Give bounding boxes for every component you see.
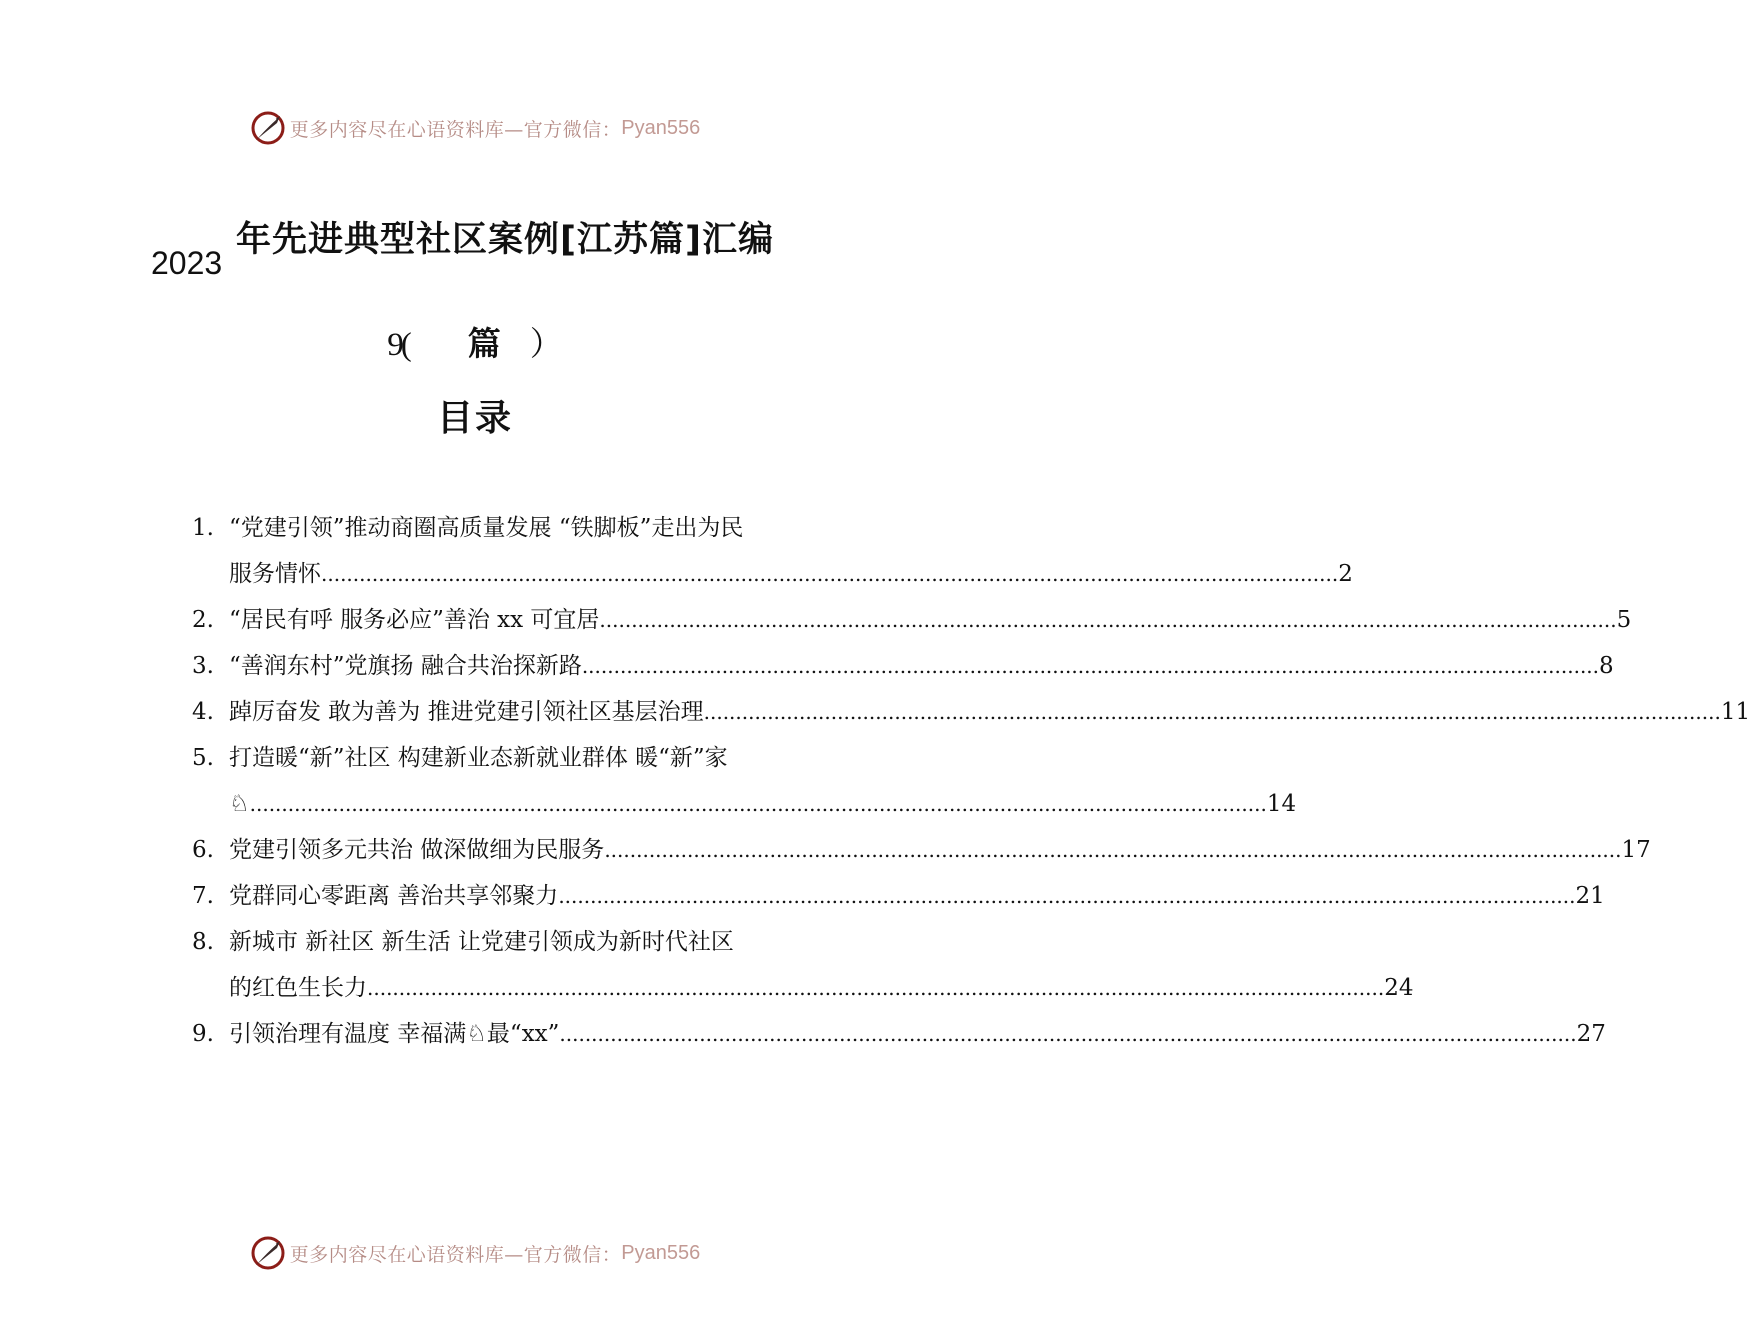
toc-entry-title: 党群同心零距离 善治共享邻聚力 <box>229 883 559 909</box>
table-of-contents <box>192 505 1750 1057</box>
toc-entry-number: 6. <box>192 837 214 863</box>
toc-entry-title: “党建引领”推动商圈高质量发展 “铁脚板”走出为民 <box>229 515 744 541</box>
toc-entry-page: 8 <box>1599 653 1614 679</box>
toc-entry-page: 14 <box>1266 791 1297 817</box>
toc-entry-number: 5. <box>192 745 214 771</box>
toc-entry-9[interactable] <box>192 1011 1606 1057</box>
dot-leader <box>604 827 1621 873</box>
toc-entry-6[interactable] <box>192 827 1651 873</box>
watermark-banner-bottom <box>0 1233 950 1273</box>
toc-entry-title-cont: 的红色生长力 <box>229 975 367 1001</box>
watermark-banner-top <box>0 108 950 148</box>
toc-entry-page: 17 <box>1621 837 1651 863</box>
toc-entry-number: 3. <box>192 653 214 679</box>
title-main: 年先进典型社区案例[江苏篇]汇编 <box>236 220 774 260</box>
toc-heading: 目录 <box>436 398 513 439</box>
watermark-wechat-id: Pyan556 <box>621 1241 701 1264</box>
toc-entry-title-cont: 服务情怀 <box>229 561 321 587</box>
toc-entry-title: 打造暖“新”社区 构建新业态新就业群体 暖“新”家 <box>229 745 728 771</box>
title-count-close: ） <box>529 324 563 363</box>
toc-entry-3[interactable] <box>192 643 1614 689</box>
dot-leader <box>599 597 1616 643</box>
toc-entry-5[interactable] <box>192 735 1297 827</box>
quill-logo-icon <box>250 1235 286 1271</box>
toc-entry-number: 4. <box>192 699 214 725</box>
toc-entry-number: 1. <box>192 515 214 541</box>
toc-entry-title: 踔厉奋发 敢为善为 推进党建引领社区基层治理 <box>229 699 704 725</box>
toc-entry-title: “善润东村”党旗扬 融合共治探新路 <box>229 653 582 679</box>
dot-leader <box>367 965 1384 1011</box>
toc-entry-page: 2 <box>1338 561 1353 587</box>
watermark-wechat-id: Pyan556 <box>621 116 701 139</box>
toc-entry-number: 9. <box>192 1021 214 1047</box>
dot-leader <box>582 643 1599 689</box>
toc-entry-title: 引领治理有温度 幸福满♘最“xx” <box>229 1021 560 1047</box>
dot-leader <box>321 551 1338 597</box>
toc-entry-2[interactable] <box>192 597 1632 643</box>
dot-leader <box>250 781 1267 827</box>
watermark-text: 更多内容尽在心语资料库—官方微信： <box>289 118 622 141</box>
watermark-text: 更多内容尽在心语资料库—官方微信： <box>289 1243 622 1266</box>
toc-entry-page: 27 <box>1576 1021 1606 1047</box>
title-count-unit: 篇 <box>467 324 501 363</box>
toc-entry-4[interactable] <box>192 689 1750 735</box>
toc-entry-number: 2. <box>192 607 214 633</box>
toc-entry-title: 新城市 新社区 新生活 让党建引领成为新时代社区 <box>229 929 734 955</box>
toc-entry-title: “居民有呼 服务必应”善治 xx 可宜居 <box>229 607 600 633</box>
toc-entry-title: 党建引领多元共治 做深做细为民服务 <box>229 837 605 863</box>
toc-entry-title-cont: ♘ <box>229 791 250 817</box>
toc-entry-page: 5 <box>1616 607 1632 633</box>
title-count-number: 9( <box>387 327 409 363</box>
toc-entry-1[interactable] <box>192 505 1353 597</box>
toc-entry-number: 8. <box>192 929 214 955</box>
toc-entry-number: 7. <box>192 883 214 909</box>
toc-entry-page: 11 <box>1720 699 1750 725</box>
dot-leader <box>704 689 1721 735</box>
toc-entry-page: 21 <box>1575 883 1605 909</box>
toc-entry-8[interactable] <box>192 919 1414 1011</box>
title-year: 2023 <box>151 245 223 281</box>
toc-entry-7[interactable] <box>192 873 1605 919</box>
toc-entry-page: 24 <box>1384 975 1414 1001</box>
quill-logo-icon <box>250 110 286 146</box>
dot-leader <box>558 873 1575 919</box>
title-article-count <box>0 318 950 365</box>
dot-leader <box>559 1011 1576 1057</box>
